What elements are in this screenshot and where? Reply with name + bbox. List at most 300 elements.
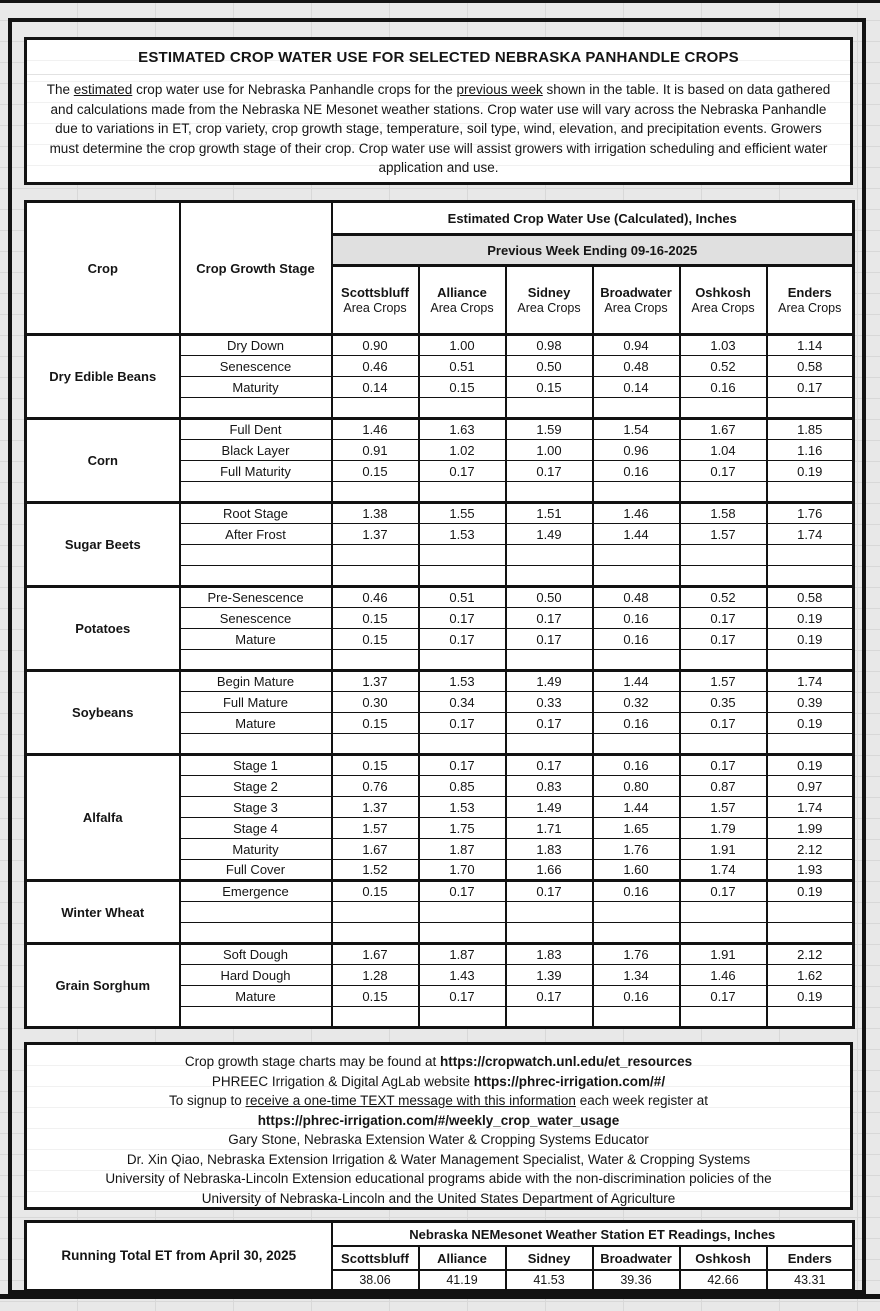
empty-value-cell xyxy=(506,650,593,671)
stage-cell: Mature xyxy=(180,713,332,734)
value-cell: 0.90 xyxy=(332,335,419,356)
stage-cell: Stage 4 xyxy=(180,818,332,839)
value-cell: 1.83 xyxy=(506,839,593,860)
stage-cell: Maturity xyxy=(180,839,332,860)
empty-value-cell xyxy=(506,734,593,755)
value-cell: 0.17 xyxy=(506,881,593,902)
value-cell: 1.02 xyxy=(419,440,506,461)
empty-value-cell xyxy=(419,734,506,755)
value-cell: 0.91 xyxy=(332,440,419,461)
value-cell: 0.19 xyxy=(767,881,854,902)
empty-value-cell xyxy=(332,650,419,671)
value-cell: 1.49 xyxy=(506,671,593,692)
text-segment: Crop growth stage charts may be found at xyxy=(184,1054,441,1069)
empty-value-cell xyxy=(680,650,767,671)
station-name-cell: Broadwater xyxy=(593,1246,680,1270)
value-cell: 0.17 xyxy=(419,713,506,734)
url-link[interactable]: https://phrec-irrigation.com/#/ xyxy=(473,1073,666,1089)
value-cell: 1.76 xyxy=(767,503,854,524)
empty-value-cell xyxy=(332,923,419,944)
empty-value-cell xyxy=(332,902,419,923)
value-cell: 1.74 xyxy=(767,524,854,545)
value-cell: 0.16 xyxy=(680,377,767,398)
table-row xyxy=(26,587,854,608)
et-value-cell: 38.06 xyxy=(332,1270,419,1290)
value-cell: 0.83 xyxy=(506,776,593,797)
station-header-oshkosh xyxy=(680,266,767,335)
value-cell: 1.51 xyxy=(506,503,593,524)
value-cell: 0.19 xyxy=(767,755,854,776)
page-title: ESTIMATED CROP WATER USE FOR SELECTED NEBRASKA PANHANDLE CROPS xyxy=(27,40,850,75)
value-cell: 1.67 xyxy=(332,944,419,965)
value-cell: 1.71 xyxy=(506,818,593,839)
stage-cell: Black Layer xyxy=(180,440,332,461)
empty-value-cell xyxy=(593,902,680,923)
value-cell: 0.15 xyxy=(332,713,419,734)
table-row xyxy=(26,755,854,776)
value-cell: 1.44 xyxy=(593,671,680,692)
station-sub-label: Area Crops xyxy=(778,300,842,315)
empty-stage-cell xyxy=(180,734,332,755)
value-cell: 1.87 xyxy=(419,839,506,860)
value-cell: 0.52 xyxy=(680,587,767,608)
empty-value-cell xyxy=(767,734,854,755)
growth-stage-column-header: Crop Growth Stage xyxy=(180,202,332,335)
empty-value-cell xyxy=(593,398,680,419)
value-cell: 0.51 xyxy=(419,356,506,377)
value-cell: 1.70 xyxy=(419,860,506,881)
value-cell: 1.58 xyxy=(680,503,767,524)
text-segment: estimated xyxy=(73,82,133,97)
value-cell: 0.97 xyxy=(767,776,854,797)
value-cell: 0.17 xyxy=(419,608,506,629)
value-cell: 0.19 xyxy=(767,629,854,650)
stage-cell: Dry Down xyxy=(180,335,332,356)
value-cell: 0.19 xyxy=(767,608,854,629)
week-ending-header: Previous Week Ending 09-16-2025 xyxy=(332,235,854,266)
value-cell: 1.54 xyxy=(593,419,680,440)
empty-value-cell xyxy=(506,902,593,923)
stage-cell: Full Maturity xyxy=(180,461,332,482)
station-name-cell: Scottsbluff xyxy=(332,1246,419,1270)
empty-value-cell xyxy=(332,398,419,419)
station-sub-label: Area Crops xyxy=(604,300,668,315)
value-cell: 1.37 xyxy=(332,524,419,545)
value-cell: 0.46 xyxy=(332,587,419,608)
empty-value-cell xyxy=(419,482,506,503)
text-segment: each week register at xyxy=(575,1093,709,1108)
footer-notes-box xyxy=(24,1042,853,1210)
empty-value-cell xyxy=(506,1007,593,1028)
value-cell: 0.48 xyxy=(593,587,680,608)
value-cell: 0.52 xyxy=(680,356,767,377)
station-sub-label: Area Crops xyxy=(517,300,581,315)
value-cell: 0.98 xyxy=(506,335,593,356)
value-cell: 1.49 xyxy=(506,797,593,818)
value-cell: 0.19 xyxy=(767,986,854,1007)
value-cell: 0.16 xyxy=(593,986,680,1007)
table-row xyxy=(26,335,854,356)
page-border-box xyxy=(8,18,866,1294)
et-value-cell: 39.36 xyxy=(593,1270,680,1290)
empty-value-cell xyxy=(680,545,767,566)
empty-value-cell xyxy=(506,398,593,419)
footer-line xyxy=(27,1169,850,1189)
value-cell: 1.74 xyxy=(680,860,767,881)
value-cell: 1.00 xyxy=(419,335,506,356)
table-row xyxy=(26,881,854,902)
value-cell: 0.16 xyxy=(593,608,680,629)
crop-name-cell: Dry Edible Beans xyxy=(26,335,180,419)
value-cell: 1.46 xyxy=(332,419,419,440)
value-cell: 0.17 xyxy=(680,755,767,776)
empty-value-cell xyxy=(680,482,767,503)
empty-value-cell xyxy=(767,1007,854,1028)
station-name-cell: Oshkosh xyxy=(680,1246,767,1270)
station-sub-label: Area Crops xyxy=(691,300,755,315)
value-cell: 1.28 xyxy=(332,965,419,986)
value-cell: 1.65 xyxy=(593,818,680,839)
value-cell: 1.60 xyxy=(593,860,680,881)
empty-value-cell xyxy=(332,566,419,587)
station-name: Broadwater xyxy=(600,284,672,300)
et-value-cell: 41.19 xyxy=(419,1270,506,1290)
stage-cell: Begin Mature xyxy=(180,671,332,692)
empty-value-cell xyxy=(593,650,680,671)
empty-stage-cell xyxy=(180,650,332,671)
empty-value-cell xyxy=(680,902,767,923)
empty-value-cell xyxy=(506,545,593,566)
footer-line xyxy=(27,1111,850,1131)
value-cell: 0.17 xyxy=(680,461,767,482)
value-cell: 0.17 xyxy=(419,461,506,482)
stage-cell: Mature xyxy=(180,986,332,1007)
value-cell: 1.91 xyxy=(680,944,767,965)
value-cell: 1.91 xyxy=(680,839,767,860)
station-header-enders xyxy=(767,266,854,335)
value-cell: 0.17 xyxy=(506,608,593,629)
value-cell: 0.16 xyxy=(593,881,680,902)
crop-name-cell: Grain Sorghum xyxy=(26,944,180,1028)
text-segment: crop water use for Nebraska Panhandle crops for the xyxy=(132,82,457,97)
value-cell: 1.38 xyxy=(332,503,419,524)
empty-value-cell xyxy=(506,923,593,944)
value-cell: 0.76 xyxy=(332,776,419,797)
value-cell: 1.46 xyxy=(593,503,680,524)
value-cell: 0.51 xyxy=(419,587,506,608)
value-cell: 1.46 xyxy=(680,965,767,986)
empty-value-cell xyxy=(419,902,506,923)
empty-stage-cell xyxy=(180,1007,332,1028)
value-cell: 0.46 xyxy=(332,356,419,377)
stage-cell: Stage 2 xyxy=(180,776,332,797)
empty-value-cell xyxy=(419,545,506,566)
stage-cell: Full Cover xyxy=(180,860,332,881)
value-cell: 1.00 xyxy=(506,440,593,461)
text-segment: Dr. Xin Qiao, Nebraska Extension Irrigation & Water Management Specialist, Water & Cropping Systems xyxy=(126,1151,751,1167)
empty-value-cell xyxy=(680,1007,767,1028)
value-cell: 0.17 xyxy=(506,986,593,1007)
value-cell: 1.59 xyxy=(506,419,593,440)
empty-stage-cell xyxy=(180,545,332,566)
value-cell: 0.15 xyxy=(332,608,419,629)
value-cell: 1.03 xyxy=(680,335,767,356)
footer-line xyxy=(27,1189,850,1209)
title-box xyxy=(24,37,853,185)
stage-cell: Stage 3 xyxy=(180,797,332,818)
empty-value-cell xyxy=(767,566,854,587)
value-cell: 0.58 xyxy=(767,356,854,377)
value-cell: 0.17 xyxy=(506,629,593,650)
value-cell: 0.17 xyxy=(506,755,593,776)
empty-stage-cell xyxy=(180,566,332,587)
station-name: Scottsbluff xyxy=(341,284,409,300)
value-cell: 0.80 xyxy=(593,776,680,797)
empty-value-cell xyxy=(419,650,506,671)
value-cell: 0.50 xyxy=(506,356,593,377)
table-row xyxy=(26,503,854,524)
stage-cell: Emergence xyxy=(180,881,332,902)
footer-line xyxy=(27,1150,850,1170)
empty-value-cell xyxy=(593,1007,680,1028)
value-cell: 1.57 xyxy=(680,797,767,818)
url-link[interactable]: https://cropwatch.unl.edu/et_resources xyxy=(440,1054,693,1069)
text-segment: PHREEC Irrigation & Digital AgLab website xyxy=(211,1073,474,1089)
stage-cell: Hard Dough xyxy=(180,965,332,986)
value-cell: 0.16 xyxy=(593,629,680,650)
value-cell: 0.39 xyxy=(767,692,854,713)
value-cell: 0.17 xyxy=(767,377,854,398)
empty-value-cell xyxy=(593,482,680,503)
value-cell: 0.17 xyxy=(419,881,506,902)
value-cell: 1.66 xyxy=(506,860,593,881)
top-edge-rule xyxy=(0,0,880,3)
value-cell: 1.44 xyxy=(593,524,680,545)
text-segment: To signup to xyxy=(168,1093,246,1108)
footer-line xyxy=(27,1072,850,1092)
stage-cell: After Frost xyxy=(180,524,332,545)
empty-value-cell xyxy=(332,1007,419,1028)
station-name-cell: Enders xyxy=(767,1246,854,1270)
crop-name-cell: Potatoes xyxy=(26,587,180,671)
value-cell: 0.17 xyxy=(419,629,506,650)
value-cell: 1.63 xyxy=(419,419,506,440)
water-use-span-header: Estimated Crop Water Use (Calculated), Inches xyxy=(332,202,854,235)
empty-value-cell xyxy=(767,398,854,419)
stage-cell: Senescence xyxy=(180,608,332,629)
value-cell: 1.83 xyxy=(506,944,593,965)
footer-line xyxy=(27,1052,850,1072)
empty-value-cell xyxy=(506,482,593,503)
value-cell: 0.19 xyxy=(767,461,854,482)
empty-value-cell xyxy=(767,482,854,503)
et-value-cell: 43.31 xyxy=(767,1270,854,1290)
value-cell: 0.17 xyxy=(419,755,506,776)
value-cell: 0.35 xyxy=(680,692,767,713)
value-cell: 0.17 xyxy=(506,713,593,734)
value-cell: 1.43 xyxy=(419,965,506,986)
value-cell: 1.67 xyxy=(332,839,419,860)
empty-value-cell xyxy=(767,902,854,923)
et-value-cell: 42.66 xyxy=(680,1270,767,1290)
empty-value-cell xyxy=(419,398,506,419)
value-cell: 1.74 xyxy=(767,797,854,818)
crop-name-cell: Corn xyxy=(26,419,180,503)
station-name-cell: Sidney xyxy=(506,1246,593,1270)
value-cell: 0.17 xyxy=(419,986,506,1007)
value-cell: 0.48 xyxy=(593,356,680,377)
station-name: Oshkosh xyxy=(695,284,751,300)
value-cell: 0.17 xyxy=(506,461,593,482)
value-cell: 0.15 xyxy=(332,461,419,482)
value-cell: 0.14 xyxy=(332,377,419,398)
station-header-alliance xyxy=(419,266,506,335)
station-name-cell: Alliance xyxy=(419,1246,506,1270)
value-cell: 0.17 xyxy=(680,629,767,650)
value-cell: 1.44 xyxy=(593,797,680,818)
text-segment: previous week xyxy=(456,82,543,97)
stage-cell: Stage 1 xyxy=(180,755,332,776)
empty-stage-cell xyxy=(180,482,332,503)
crop-name-cell: Sugar Beets xyxy=(26,503,180,587)
station-name: Alliance xyxy=(437,284,487,300)
text-segment: University of Nebraska-Lincoln Extension educational programs abide with the non-discrimination policies of the xyxy=(105,1171,772,1186)
value-cell: 1.53 xyxy=(419,524,506,545)
crop-name-cell: Soybeans xyxy=(26,671,180,755)
value-cell: 1.67 xyxy=(680,419,767,440)
text-segment: shown in the table. It is based on data gathered and calculations made from the Nebraska NE Mesonet weather stations. Crop water use will vary across the Nebraska Panhandle due to variations in ET, crop variety, crop growth stage, temperature, soil type, wind, elevation, and precipitation events. Growers must determine the crop growth stage of their crop. Crop water use will assist growers with irrigation scheduling and efficient water application and use. xyxy=(49,82,831,175)
stage-cell: Maturity xyxy=(180,377,332,398)
empty-value-cell xyxy=(419,923,506,944)
station-sub-label: Area Crops xyxy=(343,300,407,315)
empty-value-cell xyxy=(419,1007,506,1028)
value-cell: 0.50 xyxy=(506,587,593,608)
value-cell: 1.55 xyxy=(419,503,506,524)
empty-value-cell xyxy=(419,566,506,587)
value-cell: 1.39 xyxy=(506,965,593,986)
et-value-cell: 41.53 xyxy=(506,1270,593,1290)
station-name: Enders xyxy=(787,284,832,300)
value-cell: 1.75 xyxy=(419,818,506,839)
text-segment: receive a one-time TEXT message with this information xyxy=(245,1093,576,1108)
value-cell: 0.19 xyxy=(767,713,854,734)
value-cell: 0.17 xyxy=(680,986,767,1007)
value-cell: 0.16 xyxy=(593,713,680,734)
value-cell: 1.37 xyxy=(332,797,419,818)
value-cell: 0.87 xyxy=(680,776,767,797)
table-row xyxy=(26,671,854,692)
value-cell: 0.58 xyxy=(767,587,854,608)
value-cell: 1.37 xyxy=(332,671,419,692)
empty-value-cell xyxy=(332,545,419,566)
empty-stage-cell xyxy=(180,923,332,944)
crop-name-cell: Winter Wheat xyxy=(26,881,180,944)
stage-cell: Pre-Senescence xyxy=(180,587,332,608)
value-cell: 0.15 xyxy=(332,881,419,902)
value-cell: 1.62 xyxy=(767,965,854,986)
value-cell: 0.15 xyxy=(332,629,419,650)
value-cell: 0.85 xyxy=(419,776,506,797)
text-segment: Gary Stone, Nebraska Extension Water & Cropping Systems Educator xyxy=(228,1132,649,1147)
value-cell: 1.93 xyxy=(767,860,854,881)
value-cell: 1.53 xyxy=(419,671,506,692)
empty-value-cell xyxy=(767,545,854,566)
footer-line xyxy=(27,1091,850,1111)
value-cell: 1.76 xyxy=(593,944,680,965)
value-cell: 1.16 xyxy=(767,440,854,461)
url-link[interactable]: https://phrec-irrigation.com/#/weekly_crop_water_usage xyxy=(257,1112,620,1128)
empty-value-cell xyxy=(767,650,854,671)
value-cell: 1.57 xyxy=(680,671,767,692)
empty-value-cell xyxy=(506,566,593,587)
table-row xyxy=(26,419,854,440)
empty-value-cell xyxy=(680,398,767,419)
empty-value-cell xyxy=(593,545,680,566)
value-cell: 0.17 xyxy=(680,881,767,902)
empty-stage-cell xyxy=(180,902,332,923)
value-cell: 1.14 xyxy=(767,335,854,356)
value-cell: 0.17 xyxy=(680,608,767,629)
station-header-broadwater xyxy=(593,266,680,335)
value-cell: 1.57 xyxy=(332,818,419,839)
stage-cell: Full Dent xyxy=(180,419,332,440)
et-readings-header: Nebraska NEMesonet Weather Station ET Readings, Inches xyxy=(332,1222,854,1247)
station-name: Sidney xyxy=(527,284,571,300)
value-cell: 0.15 xyxy=(506,377,593,398)
value-cell: 1.34 xyxy=(593,965,680,986)
empty-value-cell xyxy=(332,482,419,503)
value-cell: 0.17 xyxy=(680,713,767,734)
value-cell: 0.96 xyxy=(593,440,680,461)
station-header-scottsbluff xyxy=(332,266,419,335)
stage-cell: Soft Dough xyxy=(180,944,332,965)
empty-value-cell xyxy=(767,923,854,944)
crop-name-cell: Alfalfa xyxy=(26,755,180,881)
value-cell: 1.74 xyxy=(767,671,854,692)
value-cell: 1.85 xyxy=(767,419,854,440)
text-segment: University of Nebraska-Lincoln and the United States Department of Agriculture xyxy=(201,1190,676,1206)
value-cell: 0.15 xyxy=(332,755,419,776)
empty-value-cell xyxy=(680,566,767,587)
empty-value-cell xyxy=(593,734,680,755)
stage-cell: Mature xyxy=(180,629,332,650)
bottom-edge-rule xyxy=(0,1294,880,1299)
stage-cell: Senescence xyxy=(180,356,332,377)
stage-cell: Full Mature xyxy=(180,692,332,713)
footer-line xyxy=(27,1130,850,1150)
value-cell: 0.33 xyxy=(506,692,593,713)
value-cell: 0.14 xyxy=(593,377,680,398)
empty-value-cell xyxy=(680,734,767,755)
crop-column-header: Crop xyxy=(26,202,180,335)
value-cell: 1.04 xyxy=(680,440,767,461)
value-cell: 1.76 xyxy=(593,839,680,860)
value-cell: 0.32 xyxy=(593,692,680,713)
value-cell: 1.79 xyxy=(680,818,767,839)
value-cell: 1.57 xyxy=(680,524,767,545)
value-cell: 0.16 xyxy=(593,755,680,776)
value-cell: 2.12 xyxy=(767,839,854,860)
value-cell: 1.52 xyxy=(332,860,419,881)
value-cell: 0.15 xyxy=(419,377,506,398)
table-row xyxy=(26,944,854,965)
empty-stage-cell xyxy=(180,398,332,419)
station-header-sidney xyxy=(506,266,593,335)
value-cell: 2.12 xyxy=(767,944,854,965)
empty-value-cell xyxy=(593,923,680,944)
stage-cell: Root Stage xyxy=(180,503,332,524)
value-cell: 1.53 xyxy=(419,797,506,818)
